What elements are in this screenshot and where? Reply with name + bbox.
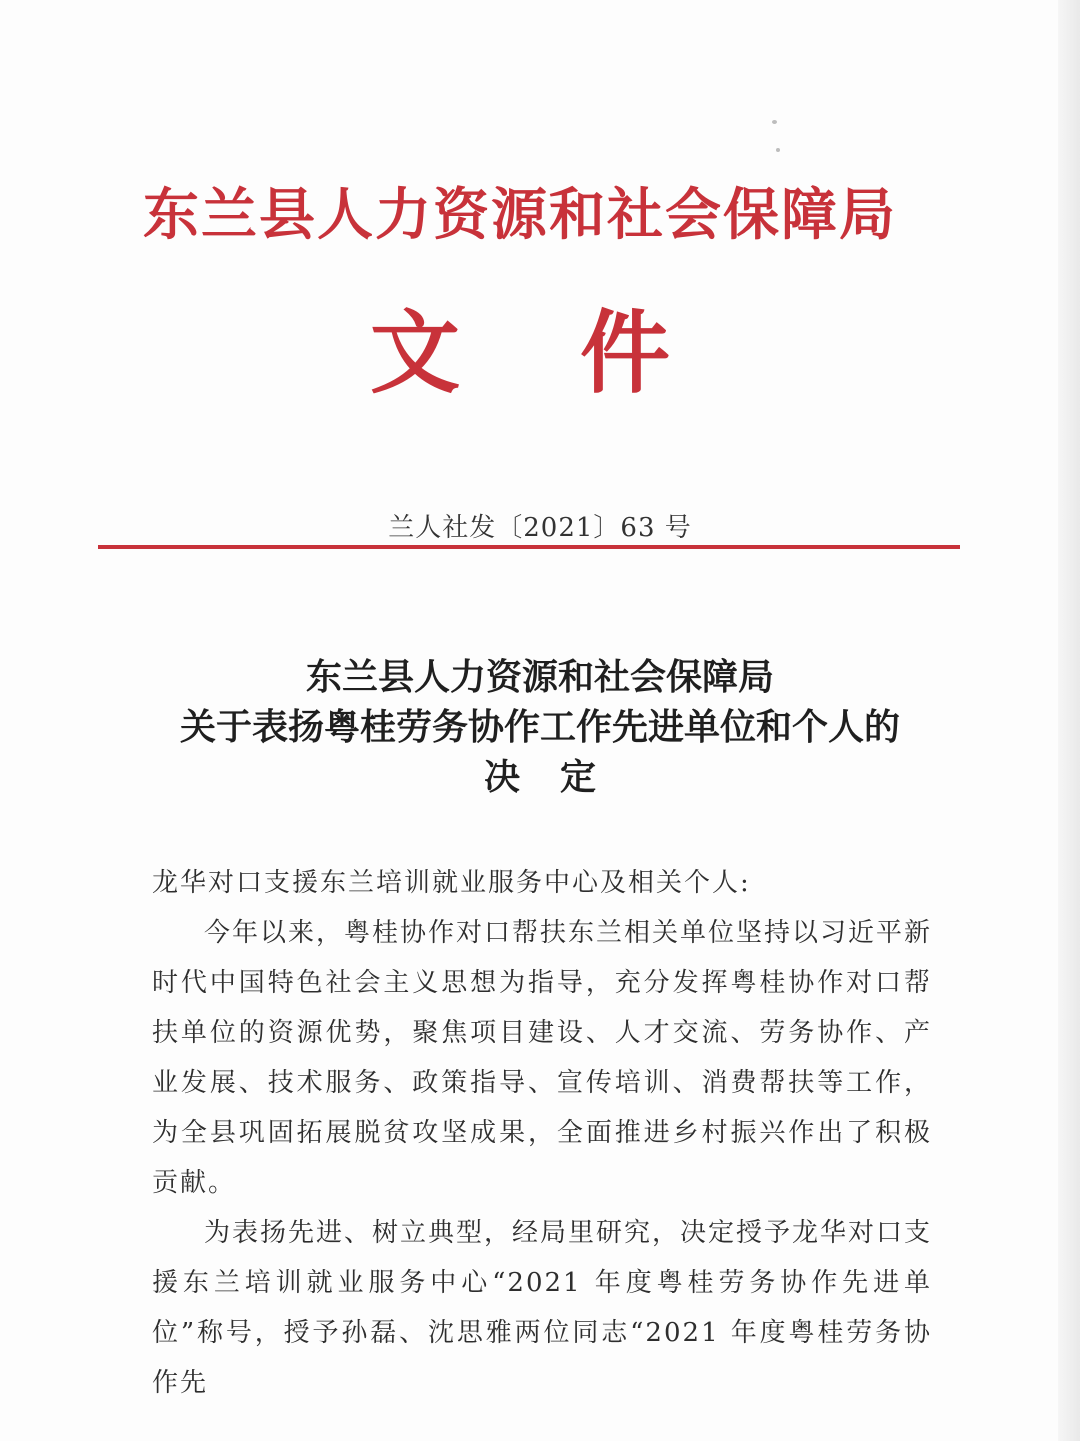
scan-speck <box>772 120 777 124</box>
title-line-1: 东兰县人力资源和社会保障局 <box>305 656 774 698</box>
page-edge-shadow <box>1058 0 1080 1441</box>
document-type: 文件 <box>370 300 790 406</box>
title-line-3: 决定 <box>483 756 636 798</box>
salutation: 龙华对口支援东兰培训就业服务中心及相关个人: <box>152 868 751 898</box>
document-title <box>100 652 980 802</box>
document-number: 兰人社发〔2021〕63 号 <box>388 513 692 543</box>
red-divider-line <box>98 545 960 549</box>
body-paragraph-2: 为表扬先进、树立典型，经局里研究，决定授予龙华对口支援东兰培训就业服务中心“2021 年度粤桂劳务协作先进单位”称号，授予孙磊、沈思雅两位同志“2021 年度粤桂劳务协作先 <box>152 1218 933 1398</box>
document-body <box>152 858 932 1408</box>
title-line-2: 关于表扬粤桂劳务协作工作先进单位和个人的 <box>179 706 900 748</box>
scan-speck <box>776 148 780 152</box>
body-paragraph-1: 今年以来，粤桂协作对口帮扶东兰相关单位坚持以习近平新时代中国特色社会主义思想为指导，充分发挥粤桂协作对口帮扶单位的资源优势，聚焦项目建设、人才交流、劳务协作、产业发展、技术服务、政策指导、宣传培训、消费帮扶等工作，为全县巩固拓展脱贫攻坚成果，全面推进乡村振兴作出了积极贡献。 <box>152 918 933 1198</box>
issuing-organization: 东兰县人力资源和社会保障局 <box>143 182 897 248</box>
